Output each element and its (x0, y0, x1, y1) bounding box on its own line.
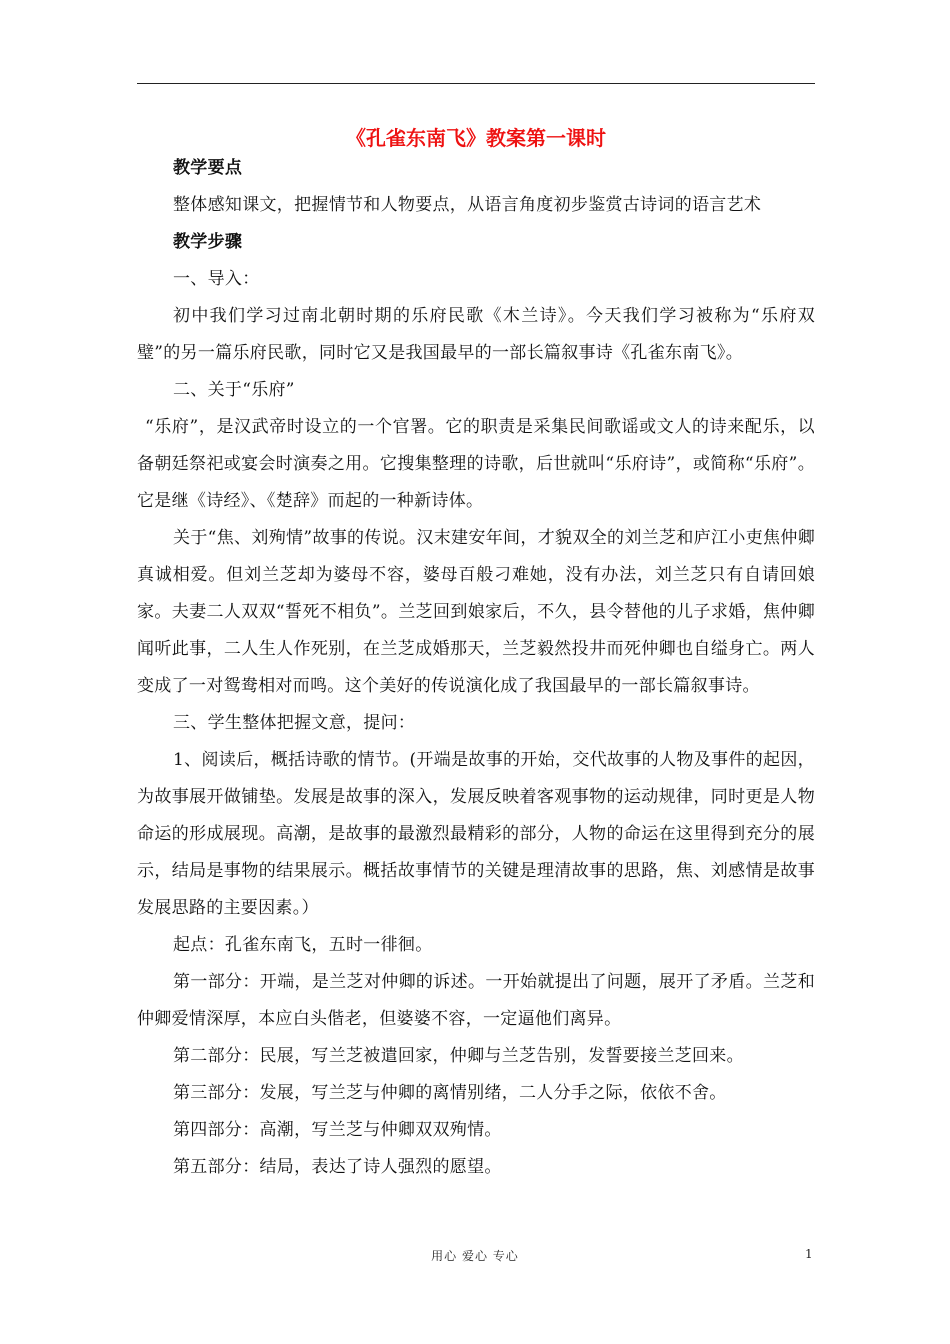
document-title: 《孔雀东南飞》教案第一课时 (346, 126, 606, 150)
paragraph: 第二部分：民展，写兰芝被遣回家，仲卿与兰芝告别，发誓要接兰芝回来。 (173, 1046, 744, 1066)
paragraph: 一、导入： (173, 269, 260, 289)
paragraph: 关于“焦、刘殉情”故事的传说。汉末建安年间，才貌双全的刘兰芝和庐江小吏焦仲卿真诚相爱。但刘兰芝却为婆母不容，婆母百般刁难她，没有办法，刘兰芝只有自请回娘家。夫妻二人双双“誓死不相负”。兰芝回到娘家后，不久，县令替他的儿子求婚，焦仲卿闻听此事，二人生人作死别，在兰芝成婚那天，兰芝毅然投井而死仲卿也自缢身亡。两人变成了一对鸳鸯相对而鸣。这个美好的传说演化成了我国最早的一部长篇叙事诗。 (137, 528, 815, 696)
paragraph: 整体感知课文，把握情节和人物要点，从语言角度初步鉴赏古诗词的语言艺术 (173, 195, 762, 215)
paragraph: 起点：孔雀东南飞，五时一徘徊。 (173, 935, 433, 955)
header-rule (137, 83, 815, 84)
paragraph: 第五部分：结局，表达了诗人强烈的愿望。 (173, 1157, 502, 1177)
paragraph: 初中我们学习过南北朝时期的乐府民歌《木兰诗》。今天我们学习被称为“乐府双璧”的另一篇乐府民歌，同时它又是我国最早的一部长篇叙事诗《孔雀东南飞》。 (137, 306, 815, 363)
heading-teaching-steps: 教学步骤 (173, 232, 243, 252)
paragraph: 第三部分：发展，写兰芝与仲卿的离情别绪，二人分手之际，依依不舍。 (173, 1083, 727, 1103)
paragraph: 1、阅读后，概括诗歌的情节。(开端是故事的开始，交代故事的人物及事件的起因，为故事展开做铺垫。发展是故事的深入，发展反映着客观事物的运动规律，同时更是人物命运的形成展现。高潮，是故事的最激烈最精彩的部分，人物的命运在这里得到充分的展示，结局是事物的结果展示。概括故事情节的关键是理清故事的思路，焦、刘感情是故事发展思路的主要因素。） (137, 750, 815, 918)
page-number: 1 (805, 1247, 813, 1261)
paragraph: 第四部分：高潮，写兰芝与仲卿双双殉情。 (173, 1120, 502, 1140)
paragraph: 第一部分：开端，是兰芝对仲卿的诉述。一开始就提出了问题，展开了矛盾。兰芝和仲卿爱情深厚，本应白头偕老，但婆婆不容，一定逼他们离异。 (137, 972, 815, 1029)
document-body (137, 150, 815, 1186)
footer-slogan: 用心 爱心 专心 (431, 1249, 519, 1263)
heading-teaching-points: 教学要点 (173, 158, 243, 178)
paragraph: 二、关于“乐府” (173, 380, 295, 400)
paragraph: 三、学生整体把握文意，提问： (173, 713, 416, 733)
paragraph: “乐府”，是汉武帝时设立的一个官署。它的职责是采集民间歌谣或文人的诗来配乐，以备朝廷祭祀或宴会时演奏之用。它搜集整理的诗歌，后世就叫“乐府诗”，或简称“乐府”。它是继《诗经》、《楚辞》而起的一种新诗体。 (137, 417, 815, 511)
